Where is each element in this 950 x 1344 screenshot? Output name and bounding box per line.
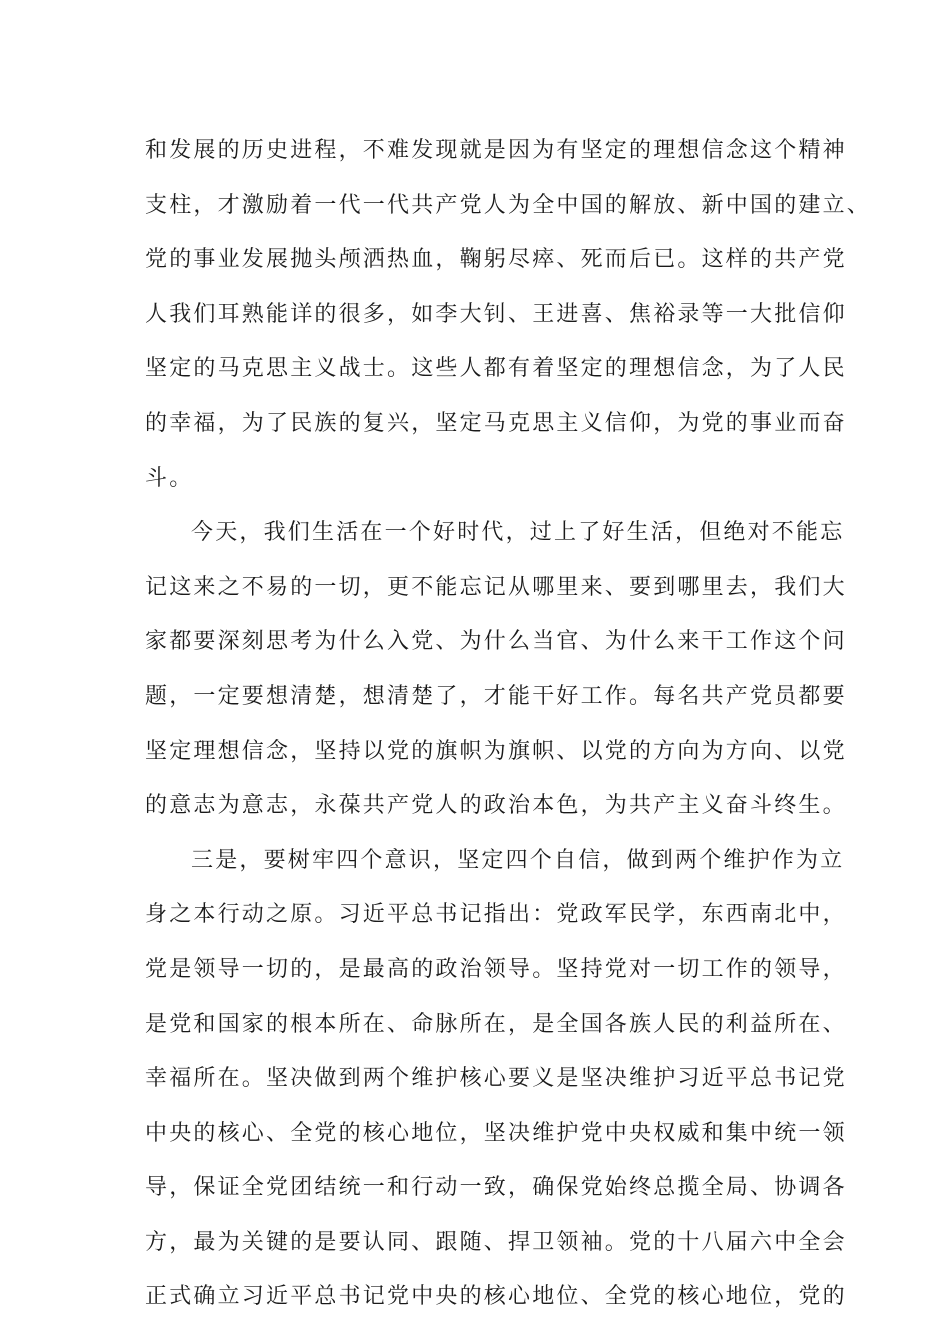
- text-line: 的意志为意志，永葆共产党人的政治本色，为共产主义奋斗终生。: [145, 793, 847, 819]
- body-text: [145, 124, 872, 1325]
- text-line: 正式确立习近平总书记党中央的核心地位、全党的核心地位，党的: [145, 1284, 847, 1310]
- text-line: 幸福所在。坚决做到两个维护核心要义是坚决维护习近平总书记党: [145, 1066, 847, 1092]
- text-line: 坚定理想信念，坚持以党的旗帜为旗帜、以党的方向为方向、以党: [145, 738, 847, 764]
- text-line: 方，最为关键的是要认同、跟随、捍卫领袖。党的十八届六中全会: [145, 1229, 847, 1255]
- text-line: 人我们耳熟能详的很多，如李大钊、王进喜、焦裕录等一大批信仰: [145, 301, 847, 327]
- text-line: 家都要深刻思考为什么入党、为什么当官、为什么来干工作这个问: [145, 629, 847, 655]
- text-line: 导，保证全党团结统一和行动一致，确保党始终总揽全局、协调各: [145, 1175, 847, 1201]
- text-line: 中央的核心、全党的核心地位，坚决维护党中央权威和集中统一领: [145, 1120, 847, 1146]
- text-line: 记这来之不易的一切，更不能忘记从哪里来、要到哪里去，我们大: [145, 574, 847, 600]
- text-line: 身之本行动之原。习近平总书记指出：党政军民学，东西南北中，: [145, 902, 847, 928]
- text-line: 党的事业发展抛头颅洒热血，鞠躬尽瘁、死而后已。这样的共产党: [145, 247, 847, 273]
- paragraph-start-line: 今天，我们生活在一个好时代，过上了好生活，但绝对不能忘: [191, 520, 845, 546]
- text-line: 题，一定要想清楚，想清楚了，才能干好工作。每名共产党员都要: [145, 683, 847, 709]
- text-line: 支柱，才激励着一代一代共产党人为全中国的解放、新中国的建立、: [145, 192, 872, 218]
- text-line: 党是领导一切的，是最高的政治领导。坚持党对一切工作的领导，: [145, 956, 847, 982]
- text-line: 和发展的历史进程，不难发现就是因为有坚定的理想信念这个精神: [145, 138, 847, 163]
- text-line: 是党和国家的根本所在、命脉所在，是全国各族人民的利益所在、: [145, 1011, 847, 1037]
- text-line: 的幸福，为了民族的复兴，坚定马克思主义信仰，为党的事业而奋: [145, 410, 847, 436]
- text-line: 斗。: [145, 465, 194, 491]
- paragraph-start-line: 三是，要树牢四个意识，坚定四个自信，做到两个维护作为立: [191, 847, 845, 873]
- text-line: 坚定的马克思主义战士。这些人都有着坚定的理想信念，为了人民: [145, 356, 847, 382]
